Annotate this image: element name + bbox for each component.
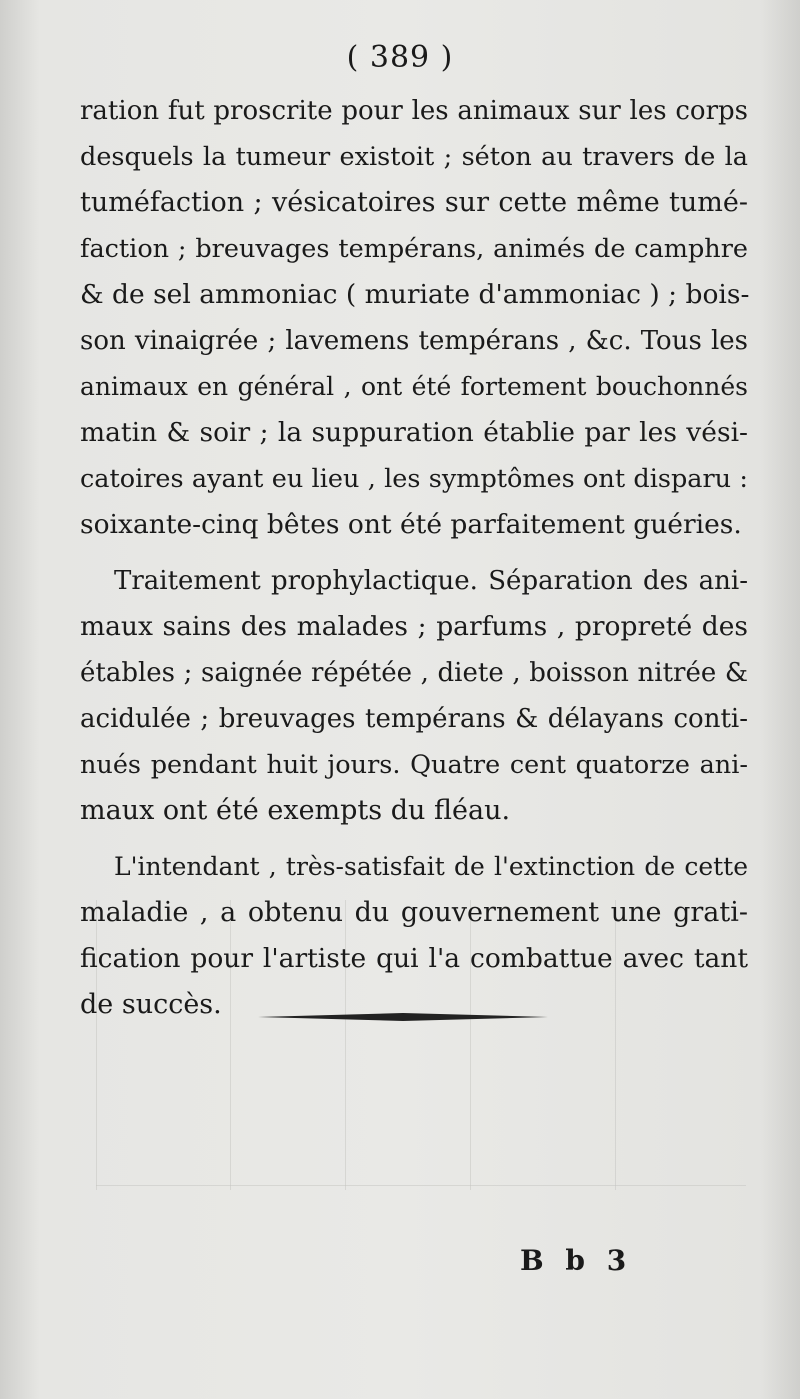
text-line: ration fut proscrite pour les animaux sur les corps <box>80 96 748 126</box>
text-line: maux ont été exempts du fléau. <box>80 795 511 826</box>
text-line: son vinaigrée ; lavemens tempérans , &c. Tous les <box>80 326 748 356</box>
bleed-through-rule <box>96 1185 746 1186</box>
text-line: tuméfaction ; vésicatoires sur cette même tumé- <box>80 187 748 218</box>
text-line: acidulée ; breuvages tempérans & délayans conti- <box>80 704 748 734</box>
text-line: maladie , a obtenu du gouvernement une grati- <box>80 897 748 928</box>
text-line: Traitement prophylactique. Séparation des ani- <box>114 566 748 596</box>
signature-mark: B b 3 <box>520 1244 633 1277</box>
text-line: L'intendant , très-satisfait de l'extinction de cette <box>114 852 748 881</box>
page-number: ( 389 ) <box>346 40 454 75</box>
paragraph <box>80 844 748 1028</box>
paragraph <box>80 558 748 834</box>
text-line: maux sains des malades ; parfums , propreté des <box>80 611 748 642</box>
paragraph <box>80 88 748 548</box>
text-line: soixante-cinq bêtes ont été parfaitement guéries. <box>80 509 742 540</box>
text-line: desquels la tumeur existoit ; séton au travers de la <box>80 142 748 172</box>
text-line: étables ; saignée répétée , diete , boisson nitrée & <box>80 658 748 688</box>
text-line: nués pendant huit jours. Quatre cent quatorze ani- <box>80 750 748 780</box>
text-line: fication pour l'artiste qui l'a combattue avec tant <box>80 943 748 974</box>
body-text <box>80 88 748 1028</box>
text-line: de succès. <box>80 989 222 1020</box>
text-line: animaux en général , ont été fortement bouchonnés <box>80 372 748 401</box>
text-line: matin & soir ; la suppuration établie par les vési- <box>80 417 748 448</box>
ornamental-divider <box>258 1012 548 1022</box>
text-line: catoires ayant eu lieu , les symptômes ont disparu : <box>80 464 748 494</box>
text-line: faction ; breuvages tempérans, animés de camphre <box>80 234 748 264</box>
text-line: & de sel ammoniac ( muriate d'ammoniac ) ; bois- <box>80 279 750 310</box>
